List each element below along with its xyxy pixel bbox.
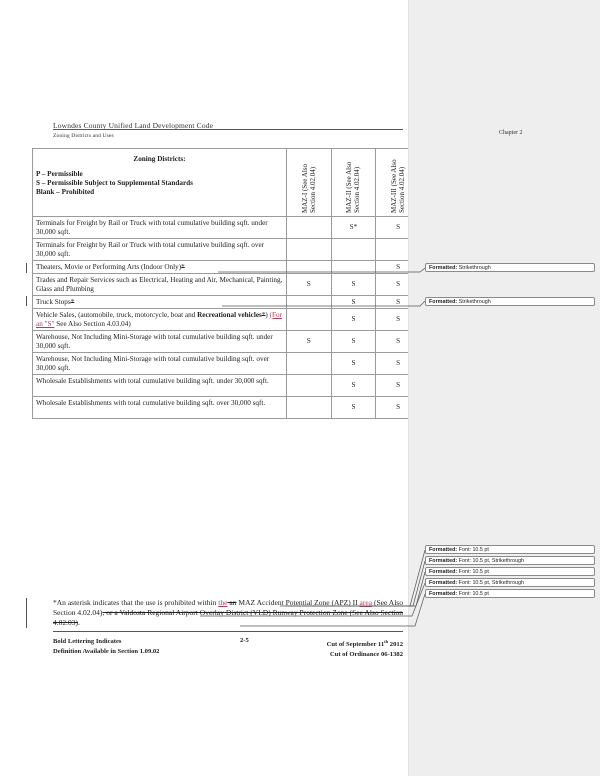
balloon-text: Font: 10.5 pt, Strikethrough bbox=[458, 558, 524, 564]
chapter-label: Chapter 2 bbox=[499, 130, 523, 136]
column-label: MAZ-III (See Also Section 4.02.04) bbox=[390, 158, 407, 213]
value-cell: S bbox=[376, 296, 421, 309]
value-cell: S bbox=[376, 353, 421, 375]
table-row bbox=[33, 397, 421, 419]
balloon-label: Formatted: bbox=[429, 547, 458, 553]
header-subtitle: Zoning Districts and Uses bbox=[53, 133, 114, 139]
value-cell bbox=[286, 239, 331, 261]
column-header-maz1 bbox=[286, 149, 331, 217]
value-cell bbox=[286, 353, 331, 375]
column-label: MAZ-I (See Also Section 4.02.04) bbox=[300, 163, 317, 213]
cut-date-year: 2012 bbox=[388, 641, 403, 649]
value-cell: S bbox=[376, 375, 421, 397]
use-text: Truck Stops bbox=[36, 297, 71, 306]
value-cell bbox=[286, 296, 331, 309]
defined-term: Recreational vehicles bbox=[197, 310, 262, 319]
value-cell: S bbox=[376, 331, 421, 353]
page-number: 2-5 bbox=[240, 637, 249, 644]
value-cell: S bbox=[331, 331, 376, 353]
comment-balloon[interactable] bbox=[425, 297, 595, 306]
table-row bbox=[33, 296, 421, 309]
table-row bbox=[33, 331, 421, 353]
inserted-text: (For an "S" bbox=[36, 310, 283, 328]
comment-balloon[interactable] bbox=[425, 545, 595, 554]
table-row bbox=[33, 309, 421, 331]
balloon-text: Strikethrough bbox=[458, 299, 491, 305]
inserted-text: the bbox=[218, 598, 228, 607]
value-cell: S bbox=[376, 397, 421, 419]
footer-ordinance: Cut of Ordinance 06-1382 bbox=[329, 651, 403, 659]
header-title: Lowndes County Unified Land Development Code bbox=[53, 121, 214, 130]
footnote-star: * bbox=[53, 598, 57, 607]
value-cell bbox=[331, 239, 376, 261]
value-cell: S* bbox=[331, 217, 376, 239]
column-header-maz2 bbox=[331, 149, 376, 217]
footer-right bbox=[299, 637, 403, 660]
value-cell: S bbox=[376, 261, 421, 274]
balloon-text: Font: 10.5 pt bbox=[458, 569, 489, 575]
use-cell bbox=[33, 261, 287, 274]
inserted-text: area bbox=[359, 598, 373, 607]
value-cell: S bbox=[331, 353, 376, 375]
footnote-text: . bbox=[78, 618, 80, 627]
balloon-label: Formatted: bbox=[429, 591, 458, 597]
deleted-text: an bbox=[227, 598, 237, 607]
value-cell: S bbox=[376, 274, 421, 296]
table-row bbox=[33, 353, 421, 375]
footer-left bbox=[53, 637, 159, 657]
districts-label: Zoning Districts: bbox=[133, 154, 186, 163]
legend-prohibited: Blank – Prohibited bbox=[36, 187, 95, 196]
markup-pane bbox=[408, 0, 600, 776]
use-cell: Trades and Repair Services such as Electrical, Heating and Air, Mechanical, Painting, Glass and Plumbing bbox=[33, 274, 287, 296]
deleted-asterisk: * bbox=[261, 310, 266, 319]
use-text: See Also Section 4.03.04) bbox=[54, 319, 131, 328]
legend-cell bbox=[33, 149, 287, 217]
change-bar bbox=[26, 263, 27, 273]
change-bar bbox=[26, 296, 27, 306]
value-cell: S bbox=[286, 331, 331, 353]
legend-permissible: P – Permissible bbox=[36, 169, 83, 178]
value-cell: S bbox=[331, 309, 376, 331]
header-rule bbox=[53, 129, 403, 130]
value-cell: S bbox=[286, 274, 331, 296]
value-cell: S bbox=[376, 309, 421, 331]
use-cell bbox=[33, 296, 287, 309]
value-cell bbox=[286, 309, 331, 331]
cut-date-text: Cut of September 11 bbox=[326, 641, 385, 649]
value-cell bbox=[286, 397, 331, 419]
balloon-text: Font: 10.5 pt bbox=[458, 547, 489, 553]
comment-balloon[interactable] bbox=[425, 567, 595, 576]
value-cell: S bbox=[331, 397, 376, 419]
table-header-row bbox=[33, 149, 421, 217]
deleted-text: , or a Valdosta Regional Airport Overlay District (VLD) Runway Protection Zone (See Also Section 4.02.03) bbox=[53, 608, 404, 627]
balloon-label: Formatted: bbox=[429, 558, 458, 564]
footnote-text: MAZ Accident Potential Zone (APZ) II bbox=[236, 598, 360, 607]
footer-rule bbox=[53, 631, 403, 632]
use-cell: Warehouse, Not Including Mini-Storage with total cumulative building sqft. over 30,000 sqft. bbox=[33, 353, 287, 375]
value-cell bbox=[331, 261, 376, 274]
zoning-table bbox=[32, 148, 421, 419]
change-bar bbox=[26, 598, 27, 628]
use-cell: Terminals for Freight by Rail or Truck with total cumulative building sqft. under 30,000 sqft. bbox=[33, 217, 287, 239]
legend-supplemental: S – Permissible Subject to Supplemental Standards bbox=[36, 178, 193, 187]
use-cell bbox=[33, 309, 287, 331]
use-text: Theaters, Movie or Performing Arts (Indoor Only) bbox=[36, 262, 182, 271]
value-cell bbox=[286, 261, 331, 274]
footer-cut-date bbox=[299, 637, 403, 650]
value-cell: S bbox=[331, 296, 376, 309]
comment-balloon[interactable] bbox=[425, 578, 595, 587]
table-row bbox=[33, 375, 421, 397]
use-cell: Warehouse, Not Including Mini-Storage with total cumulative building sqft. under 30,000 sqft. bbox=[33, 331, 287, 353]
table-row bbox=[33, 217, 421, 239]
comment-balloon[interactable] bbox=[425, 263, 595, 272]
value-cell bbox=[286, 375, 331, 397]
deleted-asterisk: * bbox=[70, 297, 75, 306]
balloon-text: Strikethrough bbox=[458, 265, 491, 271]
value-cell: S bbox=[331, 375, 376, 397]
balloon-text: Font: 10.5 pt bbox=[458, 591, 489, 597]
footer-bold-note: Bold Lettering Indicates bbox=[53, 638, 122, 645]
use-cell: Wholesale Establishments with total cumulative building sqft. under 30,000 sqft. bbox=[33, 375, 287, 397]
table-row bbox=[33, 239, 421, 261]
value-cell: S bbox=[331, 274, 376, 296]
balloon-label: Formatted: bbox=[429, 580, 458, 586]
paren-text: ) bbox=[265, 310, 270, 319]
value-cell: S bbox=[376, 217, 421, 239]
value-cell bbox=[286, 217, 331, 239]
balloon-label: Formatted: bbox=[429, 569, 458, 575]
deleted-asterisk: * bbox=[181, 262, 185, 271]
balloon-text: Font: 10.5 pt, Strikethrough bbox=[458, 580, 524, 586]
footnote-text: An asterisk indicates that the use is prohibited within bbox=[56, 598, 219, 607]
comment-balloon[interactable] bbox=[425, 556, 595, 565]
use-cell: Terminals for Freight by Rail or Truck with total cumulative building sqft. over 30,000 sqft. bbox=[33, 239, 287, 261]
footnote bbox=[53, 598, 403, 628]
cut-date-suffix: th bbox=[384, 639, 389, 644]
footnote-text: (See Also Section 4.02.04) bbox=[53, 598, 403, 617]
balloon-label: Formatted: bbox=[429, 299, 458, 305]
comment-balloon[interactable] bbox=[425, 589, 595, 598]
footer-definition-note: Definition Available in Section 1.09.02 bbox=[53, 648, 160, 655]
use-cell: Wholesale Establishments with total cumulative building sqft. over 30,000 sqft. bbox=[33, 397, 287, 419]
use-text: Vehicle Sales, (automobile, truck, motorcycle, boat and bbox=[36, 310, 198, 319]
column-label: MAZ-II (See Also Section 4.02.04) bbox=[345, 161, 362, 213]
table-row bbox=[33, 261, 421, 274]
table-row bbox=[33, 274, 421, 296]
balloon-label: Formatted: bbox=[429, 265, 458, 271]
